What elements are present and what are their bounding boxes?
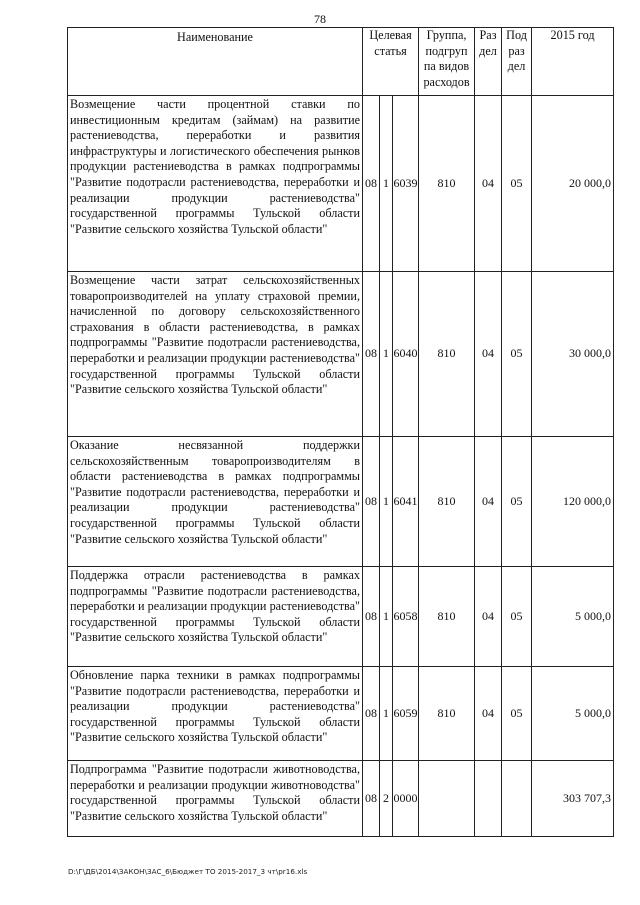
row-name: Возмещение части затрат сельскохозяйственных товаропроизводителей на уплату страховой премии, начисленной по договору сельскохозяйственного страхования в области растениеводства, в рамках подпрограммы "Развитие подотрасли растениеводства, переработки и реализации продукции растениеводства" государственной программы Тульской области "Развитие сельского хозяйства Тульской области" bbox=[68, 272, 363, 437]
row-name: Поддержка отрасли растениеводства в рамках подпрограммы "Развитие подотрасли растениеводства, переработки и реализации продукции растениеводства" государственной программы Тульской области "Развитие сельского хозяйства Тульской области" bbox=[68, 567, 363, 667]
row-code-program: 08 bbox=[363, 272, 380, 437]
row-expense-group bbox=[419, 761, 475, 837]
table-row bbox=[68, 567, 614, 667]
row-amount: 5 000,0 bbox=[532, 667, 614, 761]
row-code-subprogram: 1 bbox=[380, 667, 393, 761]
row-subsection: 05 bbox=[502, 96, 532, 272]
row-section: 04 bbox=[475, 667, 502, 761]
row-expense-group: 810 bbox=[419, 96, 475, 272]
row-section: 04 bbox=[475, 96, 502, 272]
row-code-direction: 6041 bbox=[393, 437, 419, 567]
header-subsection: Под раз дел bbox=[502, 28, 532, 96]
header-section: Раз дел bbox=[475, 28, 502, 96]
row-expense-group: 810 bbox=[419, 567, 475, 667]
row-code-program: 08 bbox=[363, 761, 380, 837]
row-section: 04 bbox=[475, 567, 502, 667]
row-amount: 20 000,0 bbox=[532, 96, 614, 272]
header-name: Наименование bbox=[68, 28, 363, 96]
row-subsection: 05 bbox=[502, 272, 532, 437]
page-number: 78 bbox=[314, 12, 326, 26]
table-row bbox=[68, 761, 614, 837]
header-target-article: Целевая статья bbox=[363, 28, 419, 96]
row-amount: 30 000,0 bbox=[532, 272, 614, 437]
table-row bbox=[68, 667, 614, 761]
row-code-direction: 0000 bbox=[393, 761, 419, 837]
row-code-program: 08 bbox=[363, 96, 380, 272]
footer-file-path: D:\Г\ДБ\2014\ЗАКОН\ЗАС_6\Бюджет ТО 2015-2017_3 чт\pr16.xls bbox=[68, 867, 308, 876]
row-amount: 5 000,0 bbox=[532, 567, 614, 667]
row-expense-group: 810 bbox=[419, 437, 475, 567]
row-name: Подпрограмма "Развитие подотрасли животноводства, переработки и реализации продукции животноводства" государственной программы Тульской области "Развитие сельского хозяйства Тульской области" bbox=[68, 761, 363, 837]
row-section: 04 bbox=[475, 437, 502, 567]
row-code-subprogram: 1 bbox=[380, 272, 393, 437]
row-code-subprogram: 1 bbox=[380, 437, 393, 567]
row-code-direction: 6059 bbox=[393, 667, 419, 761]
row-code-subprogram: 1 bbox=[380, 567, 393, 667]
row-code-direction: 6040 bbox=[393, 272, 419, 437]
row-code-direction: 6039 bbox=[393, 96, 419, 272]
row-code-program: 08 bbox=[363, 667, 380, 761]
header-expense-group: Группа, подгруп па видов расходов bbox=[419, 28, 475, 96]
table-row bbox=[68, 437, 614, 567]
row-subsection: 05 bbox=[502, 437, 532, 567]
row-code-subprogram: 2 bbox=[380, 761, 393, 837]
row-name: Оказание несвязанной поддержки сельскохозяйственным товаропроизводителям в области растениеводства в рамках подпрограммы "Развитие подотрасли растениеводства, переработки и реализации продукции растениеводства" государственной программы Тульской области "Развитие сельского хозяйства Тульской области" bbox=[68, 437, 363, 567]
row-amount: 120 000,0 bbox=[532, 437, 614, 567]
row-subsection: 05 bbox=[502, 667, 532, 761]
row-subsection: 05 bbox=[502, 567, 532, 667]
row-expense-group: 810 bbox=[419, 667, 475, 761]
row-section bbox=[475, 761, 502, 837]
budget-table bbox=[67, 27, 614, 837]
row-code-program: 08 bbox=[363, 437, 380, 567]
table-header-row bbox=[68, 28, 614, 96]
header-year: 2015 год bbox=[532, 28, 614, 96]
row-name: Обновление парка техники в рамках подпрограммы "Развитие подотрасли растениеводства, переработки и реализации продукции растениеводства" государственной программы Тульской области "Развитие сельского хозяйства Тульской области" bbox=[68, 667, 363, 761]
row-amount: 303 707,3 bbox=[532, 761, 614, 837]
row-code-subprogram: 1 bbox=[380, 96, 393, 272]
row-code-direction: 6058 bbox=[393, 567, 419, 667]
row-expense-group: 810 bbox=[419, 272, 475, 437]
row-code-program: 08 bbox=[363, 567, 380, 667]
table-row bbox=[68, 272, 614, 437]
row-section: 04 bbox=[475, 272, 502, 437]
table-row bbox=[68, 96, 614, 272]
row-name: Возмещение части процентной ставки по инвестиционным кредитам (займам) на развитие растениеводства, переработки и развития инфраструктуры и логистического обеспечения рынков продукции растениеводства в рамках подпрограммы "Развитие подотрасли растениеводства, переработки и реализации продукции растениеводства" государственной программы Тульской области "Развитие сельского хозяйства Тульской области" bbox=[68, 96, 363, 272]
row-subsection bbox=[502, 761, 532, 837]
